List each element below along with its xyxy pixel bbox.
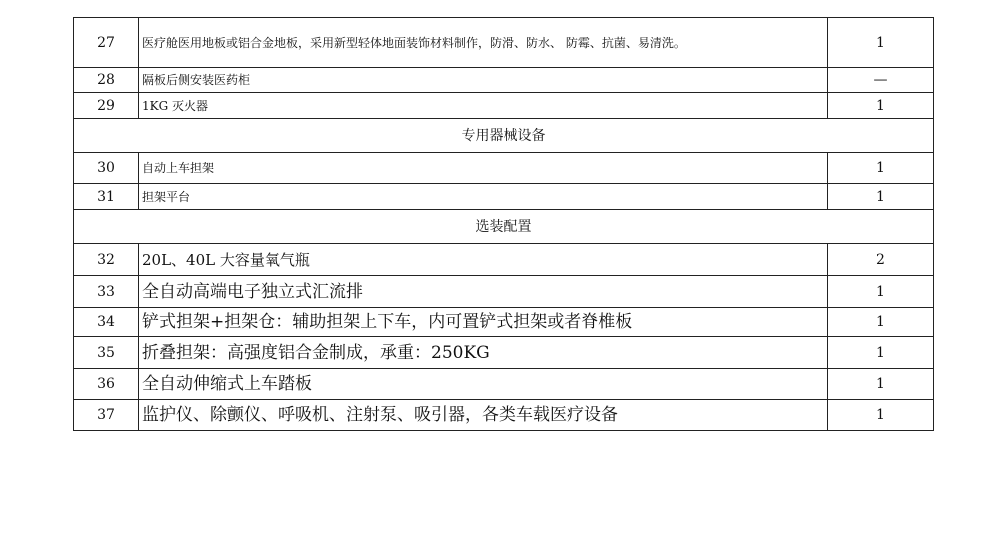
table-row [74, 337, 934, 369]
row-number: 31 [74, 184, 139, 210]
row-description: 折叠担架：高强度铝合金制成，承重：250KG [139, 337, 828, 369]
table-row [74, 308, 934, 337]
row-quantity: 2 [828, 244, 934, 276]
row-quantity: 1 [828, 369, 934, 400]
row-number: 29 [74, 93, 139, 119]
row-quantity: 1 [828, 276, 934, 308]
row-quantity: 1 [828, 184, 934, 210]
row-quantity: 1 [828, 400, 934, 431]
row-number: 30 [74, 153, 139, 184]
row-number: 27 [74, 18, 139, 68]
table-row [74, 184, 934, 210]
table-row [74, 153, 934, 184]
row-quantity: 1 [828, 153, 934, 184]
row-description: 20L、40L 大容量氧气瓶 [139, 244, 828, 276]
row-quantity: 1 [828, 18, 934, 68]
row-number: 32 [74, 244, 139, 276]
row-quantity: 1 [828, 93, 934, 119]
row-number: 36 [74, 369, 139, 400]
row-quantity: 1 [828, 308, 934, 337]
row-description: 全自动高端电子独立式汇流排 [139, 276, 828, 308]
table-row [74, 244, 934, 276]
row-number: 28 [74, 68, 139, 93]
section-title: 选装配置 [74, 210, 934, 244]
table-row [74, 400, 934, 431]
row-description: 担架平台 [139, 184, 828, 210]
table-row [74, 276, 934, 308]
row-number: 33 [74, 276, 139, 308]
row-description: 隔板后侧安装医药柜 [139, 68, 828, 93]
row-number: 37 [74, 400, 139, 431]
row-description: 1KG 灭火器 [139, 93, 828, 119]
equipment-spec-table [73, 17, 934, 431]
table-row [74, 68, 934, 93]
row-description: 监护仪、除颤仪、呼吸机、注射泵、吸引器，各类车载医疗设备 [139, 400, 828, 431]
section-row [74, 119, 934, 153]
row-number: 34 [74, 308, 139, 337]
row-description: 医疗舱医用地板或铝合金地板，采用新型轻体地面装饰材料制作，防滑、防水、 防霉、抗菌、易清洗。 [139, 18, 828, 68]
table-row [74, 18, 934, 68]
table-row [74, 369, 934, 400]
section-title: 专用器械设备 [74, 119, 934, 153]
row-number: 35 [74, 337, 139, 369]
row-description: 铲式担架+担架仓：辅助担架上下车，内可置铲式担架或者脊椎板 [139, 308, 828, 337]
row-description: 全自动伸缩式上车踏板 [139, 369, 828, 400]
row-description: 自动上车担架 [139, 153, 828, 184]
row-quantity: — [828, 68, 934, 93]
section-row [74, 210, 934, 244]
row-quantity: 1 [828, 337, 934, 369]
table-row [74, 93, 934, 119]
